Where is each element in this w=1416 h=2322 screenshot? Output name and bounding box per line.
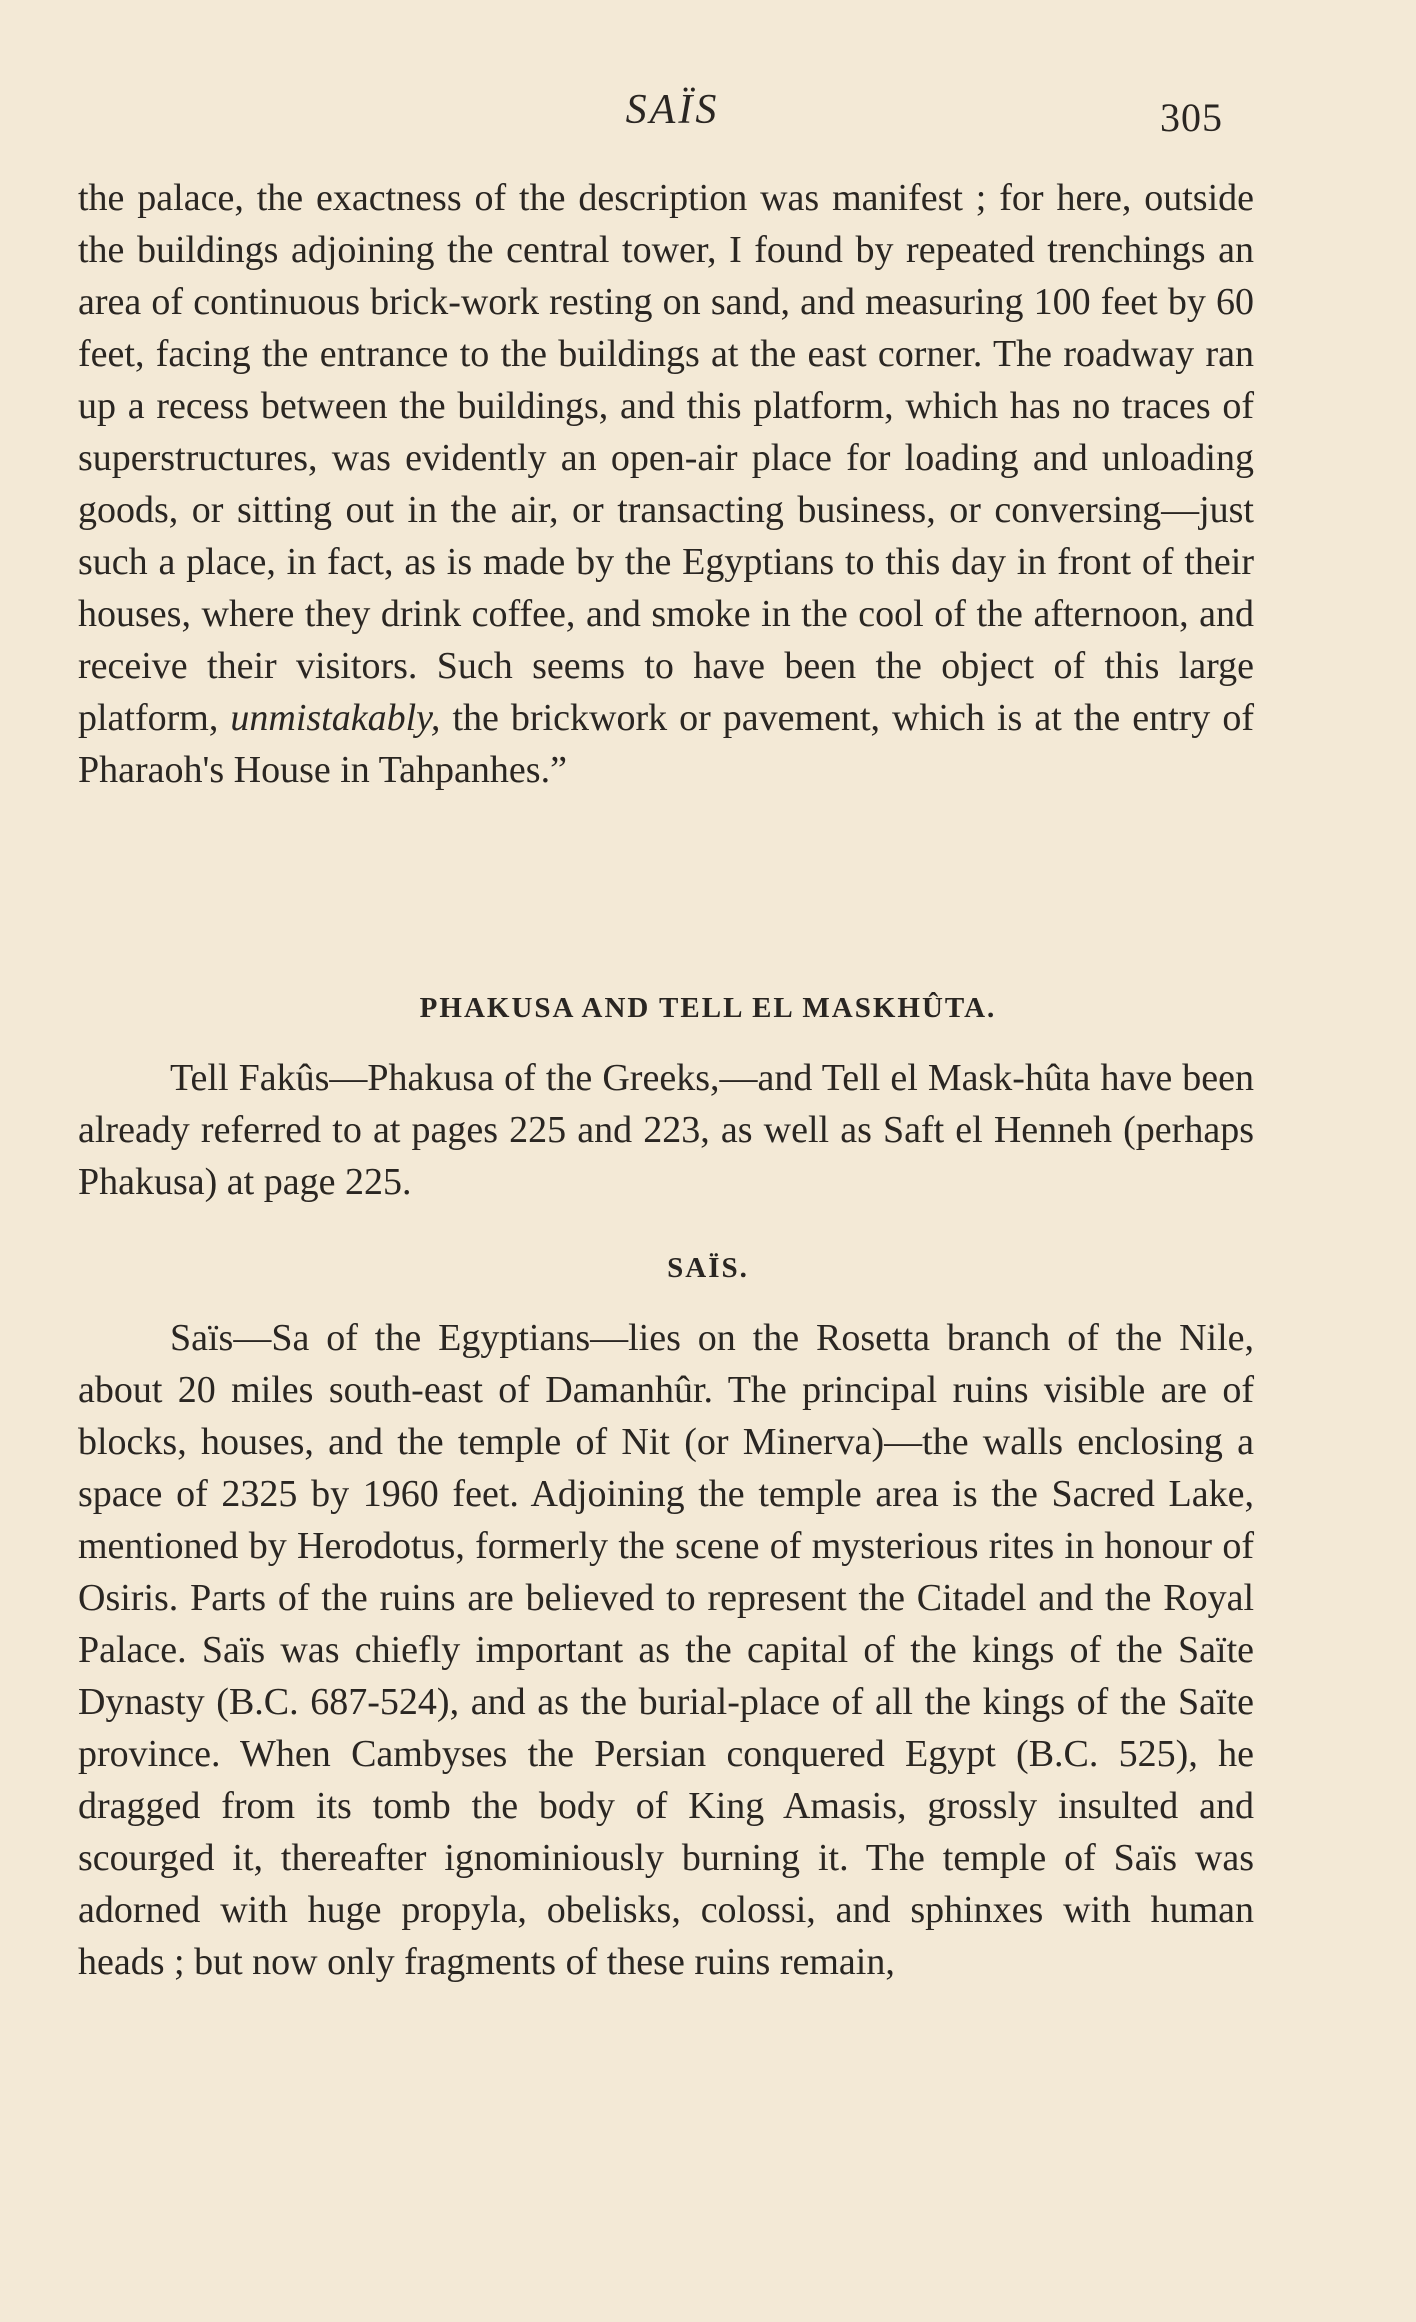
section-heading-sais: SAÏS. <box>667 1252 749 1284</box>
page-number: 305 <box>1160 95 1223 140</box>
paragraph-phakusa: Tell Fakûs—Phakusa of the Greeks,—and Tell el Mask-hûta have been already referred to at pages 225 and 223, as well as Saft el Henneh (perhaps Phakusa) at page 225. <box>78 1057 1254 1203</box>
running-head <box>0 86 1416 146</box>
section-heading-phakusa: PHAKUSA AND TELL EL MASKHÛTA. <box>419 992 997 1024</box>
paragraph-continuation <box>78 172 1254 796</box>
paragraph-sais: Saïs—Sa of the Egyptians—lies on the Rosetta branch of the Nile, about 20 miles south-east of Damanhûr. The principal ruins visible are of blocks, houses, and the temple of Nit (or Minerva)—the walls enclosing a space of 2325 by 1960 feet. Adjoining the temple area is the Sacred Lake, mentioned by Herodotus, formerly the scene of mysterious rites in honour of Osiris. Parts of the ruins are believed to represent the Citadel and the Royal Palace. Saïs was chiefly important as the capital of the kings of the Saïte Dynasty (B.C. 687-524), and as the burial-place of all the kings of the Saïte province. When Cambyses the Persian conquered Egypt (B.C. 525), he dragged from its tomb the body of King Amasis, grossly insulted and scourged it, thereafter ignominiously burning it. The temple of Saïs was adorned with huge propyla, obelisks, colossi, and sphinxes with human heads ; but now only fragments of these ruins remain, <box>78 1317 1254 1983</box>
emphasized-word: unmistakably, <box>230 697 441 739</box>
paragraph-text-end: the brickwork or pavement, which is at the entry of Pharaoh's House in Tahpanhes.” <box>78 697 1254 791</box>
running-title: SAÏS <box>625 87 720 133</box>
paragraph-text: the palace, the exactness of the description was manifest ; for here, outside the buildings adjoining the central tower, I found by repeated trenchings an area of continuous brick-work resting on sand, and measuring 100 feet by 60 feet, facing the entrance to the buildings at the east corner. The roadway ran up a recess between the buildings, and this platform, which has no traces of superstructures, was evidently an open-air place for loading and unloading goods, or sitting out in the air, or transacting business, or conversing—just such a place, in fact, as is made by the Egyptians to this day in front of their houses, where they drink coffee, and smoke in the cool of the afternoon, and receive their visitors. Such seems to have been the object of this large platform, <box>78 177 1254 739</box>
